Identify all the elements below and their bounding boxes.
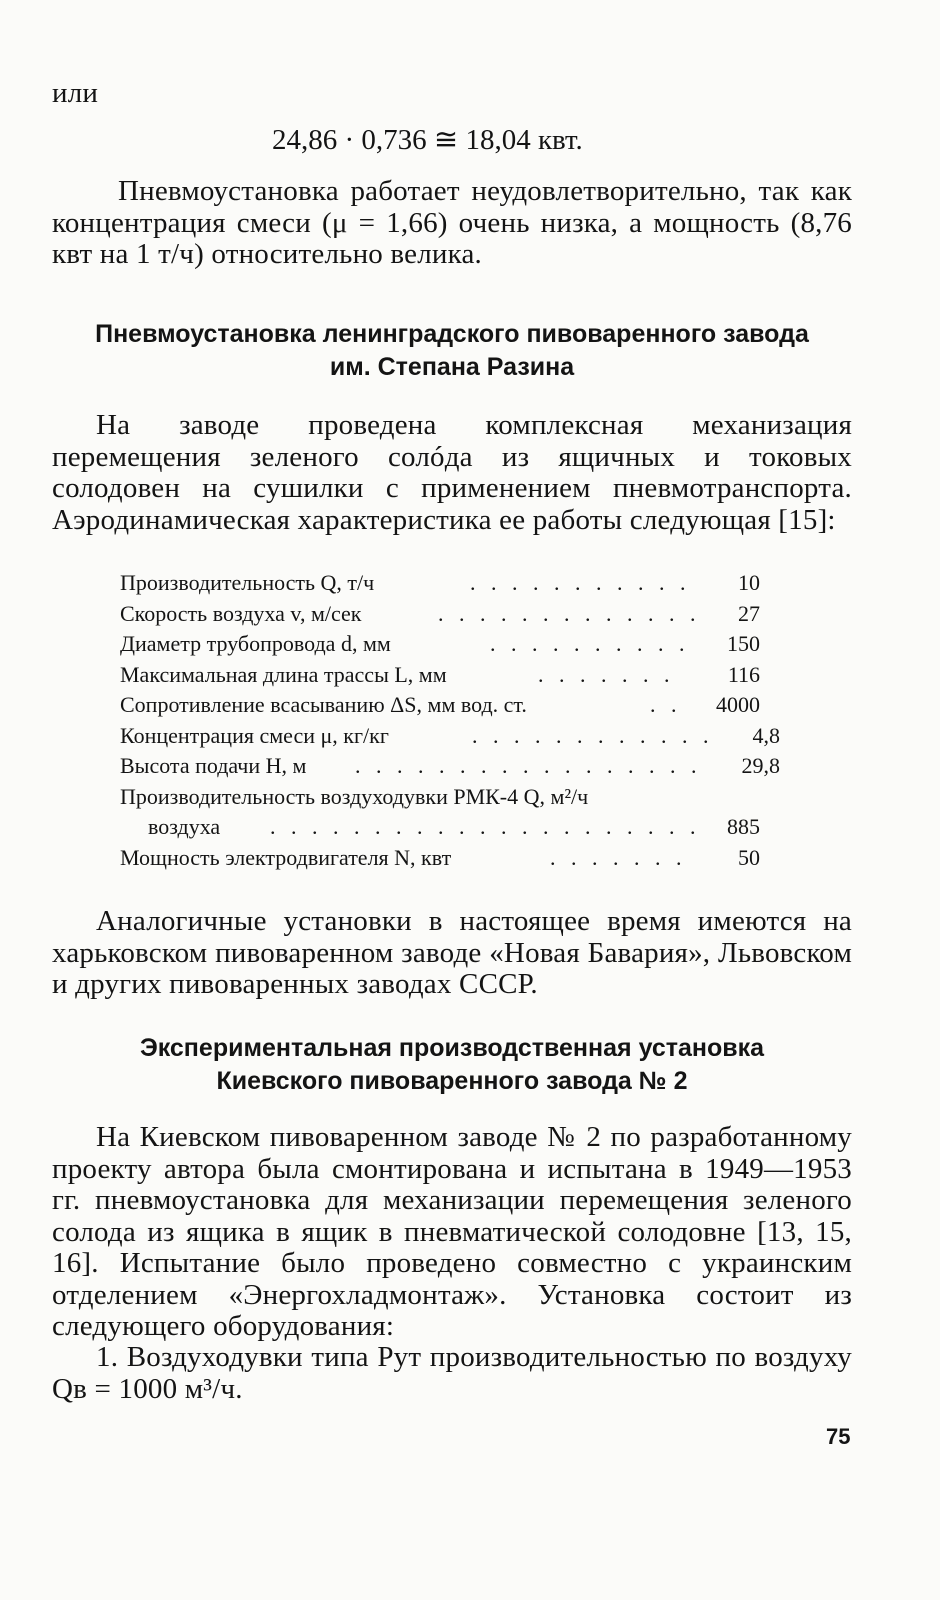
paragraph-evaluation: Пневмоустановка работает неудовлетворительно, так как концентрация смеси (μ = 1,66) очень низка, а мощность (8,76 квт на 1 т/ч) относительно велика.: [52, 175, 852, 270]
spec-value: 4000: [716, 692, 760, 717]
dot-leader: . . . . . . . . . . . . .: [438, 600, 701, 626]
spec-label: Производительность Q, т/ч: [120, 570, 375, 595]
page-number: 75: [826, 1424, 851, 1449]
section-heading-line: им. Степана Разина: [329, 353, 575, 381]
spec-label: воздуха: [148, 814, 221, 839]
spec-row: [120, 843, 780, 874]
spec-row: [120, 660, 780, 691]
dot-leader: . . . . . . . . . . . . . . . . .: [355, 753, 702, 778]
dot-leader: . . . . . . .: [538, 661, 675, 687]
dot-leader: . . . . . . . . . .: [490, 631, 690, 656]
equipment-item-1: 1. Воздуходувки типа Рут производительностью по воздуху Qв = 1000 м³/ч.: [52, 1341, 852, 1405]
intro-word: или: [52, 77, 99, 109]
paragraph-analogues: Аналогичные установки в настоящее время имеются на харьковском пивоваренном заводе «Новая Бавария», Львовском и других пивоваренных заводах СССР.: [52, 905, 852, 1000]
spec-label: Диаметр трубопровода d, мм: [120, 631, 391, 656]
dot-leader: . . . . . . . . . . . . . . . . . . . . .: [270, 814, 701, 839]
section-heading-line: Киевского пивоваренного завода № 2: [216, 1067, 688, 1095]
dot-leader: . . . . . . . . . . .: [470, 570, 691, 595]
section-heading-leningrad: [52, 318, 852, 384]
spec-row: [120, 721, 780, 752]
spec-row: [120, 599, 780, 630]
spec-value: 50: [738, 844, 760, 870]
spec-value: 885: [727, 814, 760, 839]
paragraph-leningrad-description: На заводе проведена комплексная механизация перемещения зеленого солóда из ящичных и токовых солодовен на сушилки с применением пневмотранспорта. Аэродинамическая характеристика ее работы следующая [15]:: [52, 409, 852, 536]
spec-row: [120, 629, 780, 660]
spec-label: Мощность электродвигателя N, квт: [120, 844, 452, 870]
specification-list: [120, 568, 780, 873]
dot-leader: . .: [650, 692, 682, 717]
spec-label: Высота подачи H, м: [120, 753, 307, 778]
spec-row: [120, 782, 780, 813]
section-heading-line: Пневмоустановка ленинградского пивоваренного завода: [95, 320, 809, 348]
spec-value: 4,8: [752, 722, 780, 748]
spec-row: [120, 751, 780, 782]
spec-value: 10: [738, 570, 760, 595]
spec-label: Производительность воздуходувки РМК-4 Q, м²/ч: [120, 783, 589, 809]
spec-label: Скорость воздуха v, м/сек: [120, 600, 362, 626]
spec-label: Сопротивление всасыванию ΔS, мм вод. ст.: [120, 692, 527, 717]
spec-row: [120, 812, 780, 843]
spec-value: 150: [727, 631, 760, 656]
paragraph-kiev-installation: На Киевском пивоваренном заводе № 2 по разработанному проекту автора была смонтирована и испытана в 1949—1953 гг. пневмоустановка для механизации перемещения зеленого солода из ящика в ящик в пневматической солодовне [13, 15, 16]. Испытание было проведено совместно с украинским отделением «Энергохладмонтаж». Установка состоит из следующего оборудования:: [52, 1121, 852, 1342]
spec-row: [120, 568, 780, 599]
spec-value: 116: [727, 661, 760, 687]
dot-leader: . . . . . . .: [550, 844, 687, 870]
spec-value: 29,8: [741, 753, 780, 778]
section-heading-kiev: [52, 1032, 852, 1098]
section-heading-line: Экспериментальная производственная установка: [139, 1034, 765, 1062]
spec-value: 27: [738, 600, 760, 626]
spec-row: [120, 690, 780, 721]
spec-label: Концентрация смеси μ, кг/кг: [120, 722, 389, 748]
power-formula: 24,86 · 0,736 ≅ 18,04 квт.: [272, 124, 583, 156]
spec-label: Максимальная длина трассы L, мм: [120, 661, 447, 687]
dot-leader: . . . . . . . . . . . .: [472, 722, 714, 748]
